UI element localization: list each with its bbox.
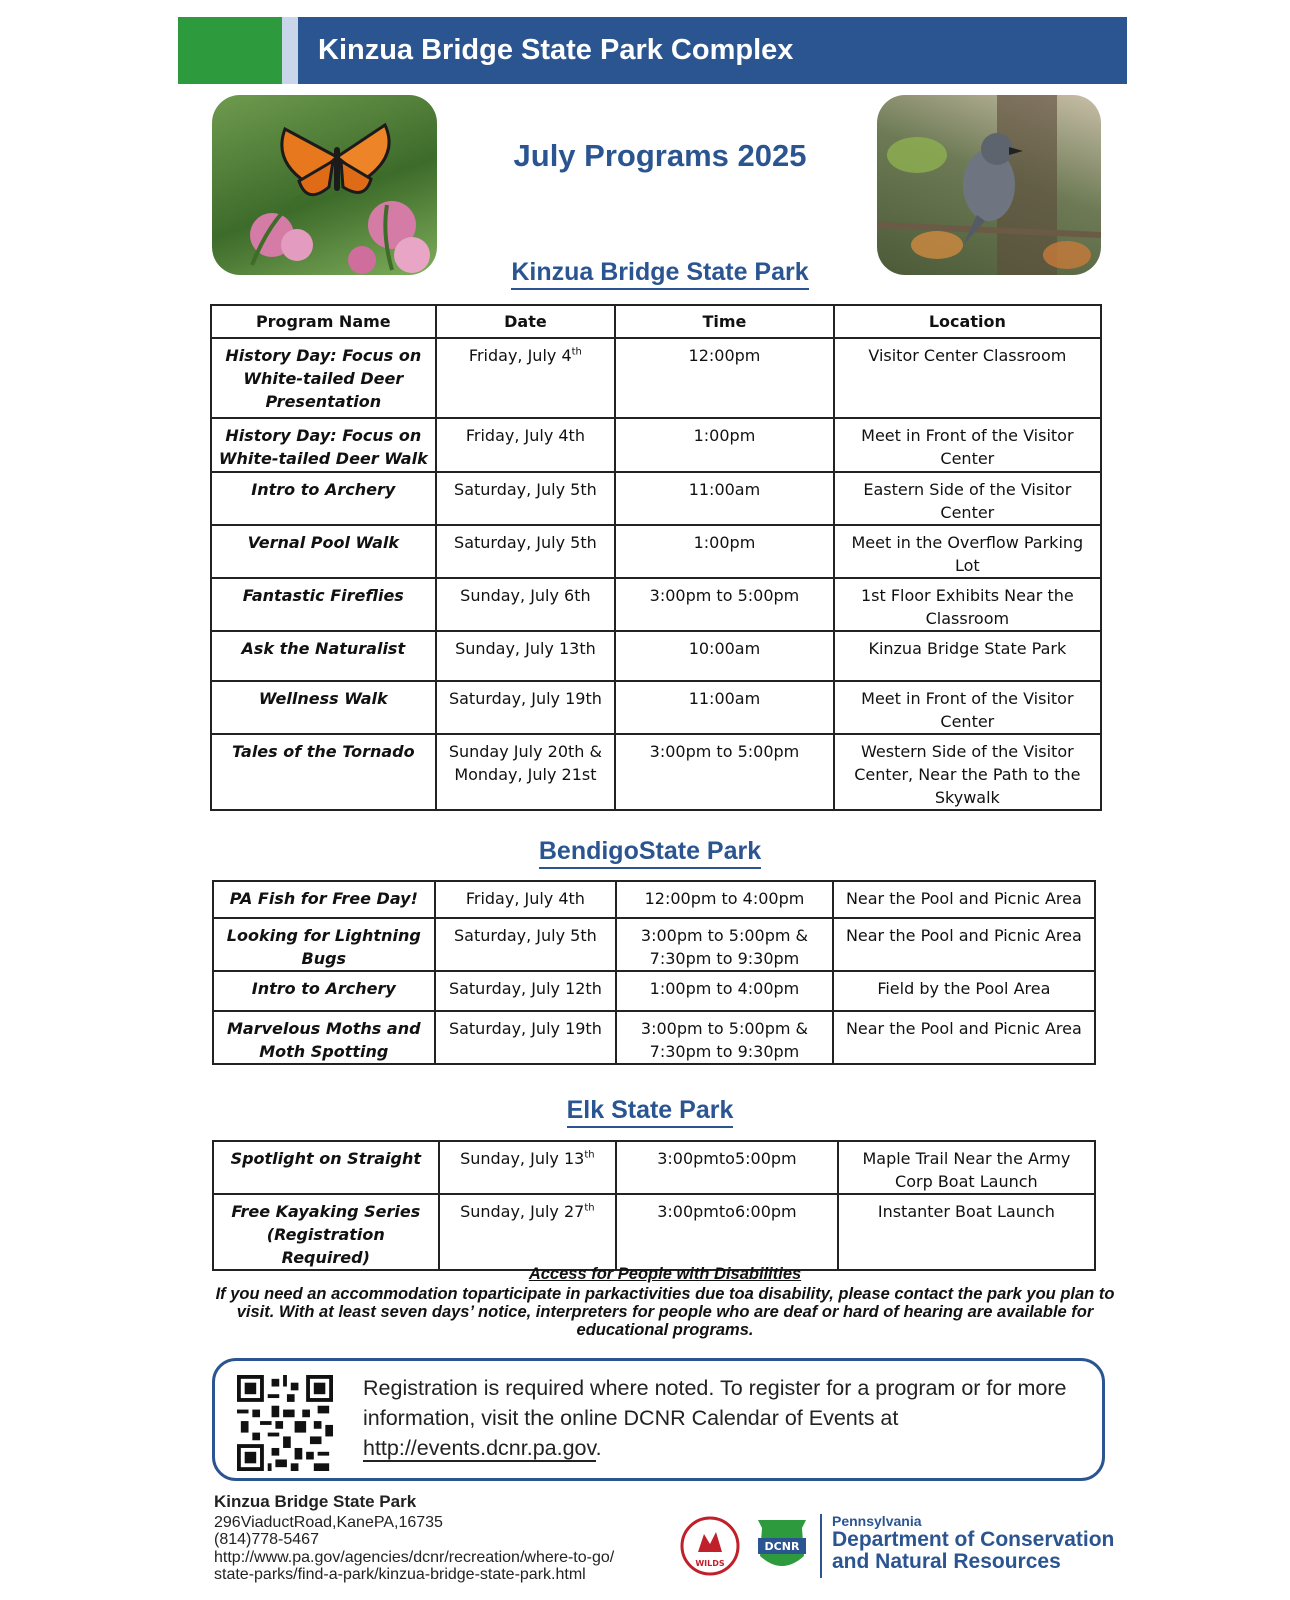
bendigo-section-title-text: BendigoState Park <box>539 837 761 869</box>
table-row <box>211 681 1101 734</box>
program-name-cell <box>211 578 436 631</box>
location-text: 1st Floor Exhibits Near the Classroom <box>860 586 1074 628</box>
footer-website-line1[interactable]: http://www.pa.gov/agencies/dcnr/recreation/where-to-go/ <box>214 1548 615 1566</box>
date-suffix: th <box>584 1202 595 1214</box>
date-text: Friday, July 4th <box>465 426 585 445</box>
program-name-text: Fantastic Fireflies <box>242 586 404 605</box>
date-text: Saturday, July 5th <box>454 926 597 945</box>
program-name-text: Free Kayaking Series (Registration Required) <box>231 1202 421 1267</box>
table-row <box>213 881 1095 918</box>
time-text: 3:00pm to 5:00pm <box>649 742 800 761</box>
program-name-cell <box>213 1141 439 1194</box>
date-cell <box>436 525 616 578</box>
time-text: 1:00pm <box>693 533 756 552</box>
location-text: Near the Pool and Picnic Area <box>845 1019 1082 1038</box>
program-name-text: PA Fish for Free Day! <box>229 889 418 908</box>
time-text: 12:00pm to 4:00pm <box>644 889 805 908</box>
elk-section-title <box>440 1096 860 1125</box>
program-name-cell <box>213 1194 439 1270</box>
date-text: Sunday, July 13th <box>455 639 596 658</box>
time-text: 1:00pm to 4:00pm <box>649 979 800 998</box>
program-name-text: Wellness Walk <box>258 689 388 708</box>
accessibility-notice <box>200 1265 1130 1339</box>
time-cell <box>615 734 833 810</box>
time-cell <box>615 578 833 631</box>
bendigo-program-table <box>212 880 1096 1065</box>
table-row <box>213 1194 1095 1270</box>
location-cell <box>833 971 1095 1011</box>
time-text: 11:00am <box>688 689 761 708</box>
time-text: 3:00pm to 5:00pm & 7:30pm to 9:30pm <box>640 926 809 968</box>
registration-link[interactable]: http://events.dcnr.pa.gov <box>363 1436 596 1460</box>
location-cell <box>838 1141 1095 1194</box>
program-name-text: Intro to Archery <box>251 480 396 499</box>
table-row <box>213 1011 1095 1064</box>
location-cell <box>838 1194 1095 1270</box>
table-row <box>213 1141 1095 1194</box>
location-cell <box>833 881 1095 918</box>
column-header-time: Time <box>615 305 833 338</box>
date-text: Saturday, July 19th <box>448 1019 602 1038</box>
location-cell <box>834 578 1101 631</box>
time-cell <box>615 631 833 681</box>
column-header-date: Date <box>436 305 616 338</box>
program-name-text: History Day: Focus on White-tailed Deer Walk <box>218 426 428 468</box>
elk-section-title-text: Elk State Park <box>567 1096 734 1128</box>
time-text: 3:00pm to 5:00pm & 7:30pm to 9:30pm <box>640 1019 809 1061</box>
column-header-program-name: Program Name <box>211 305 436 338</box>
time-text: 3:00pm to 5:00pm <box>649 586 800 605</box>
time-cell <box>615 525 833 578</box>
registration-link-period: . <box>595 1436 602 1460</box>
location-cell <box>834 418 1101 472</box>
location-cell <box>834 681 1101 734</box>
date-cell <box>435 971 617 1011</box>
time-text: 12:00pm <box>688 346 761 365</box>
time-cell <box>615 418 833 472</box>
program-name-cell <box>213 971 435 1011</box>
pa-wilds-logo <box>680 1516 740 1576</box>
banner-title: Kinzua Bridge State Park Complex <box>298 17 1127 84</box>
time-cell <box>615 472 833 525</box>
footer-address: 296ViaductRoad,KanePA,16735 <box>214 1513 443 1531</box>
accessibility-heading: Access for People with Disabilities <box>528 1265 802 1283</box>
table-row <box>211 734 1101 810</box>
date-text: Saturday, July 12th <box>448 979 602 998</box>
location-text: Eastern Side of the Visitor Center <box>863 480 1072 522</box>
table-row <box>213 918 1095 971</box>
date-cell <box>435 918 617 971</box>
date-text: Sunday, July 27 <box>460 1202 585 1221</box>
monarch-butterfly-photo <box>212 95 437 275</box>
date-cell <box>435 881 617 918</box>
bendigo-section-title <box>440 837 860 866</box>
time-cell <box>616 1141 838 1194</box>
table-header-row <box>211 305 1101 338</box>
date-text: Friday, July 4 <box>468 346 572 365</box>
banner-light-stripe <box>282 17 298 84</box>
program-name-cell <box>211 631 436 681</box>
dcnr-badge-text: DCNR <box>764 1540 800 1553</box>
location-text: Meet in Front of the Visitor Center <box>861 689 1074 731</box>
program-name-text: Spotlight on Straight <box>230 1149 421 1168</box>
time-cell <box>616 918 833 971</box>
program-name-cell <box>211 338 436 418</box>
program-name-cell <box>213 1011 435 1064</box>
location-cell <box>834 734 1101 810</box>
table-row <box>213 971 1095 1011</box>
logo-divider <box>820 1514 822 1578</box>
elk-program-table <box>212 1140 1096 1271</box>
time-cell <box>616 881 833 918</box>
date-cell <box>435 1011 617 1064</box>
program-name-cell <box>211 418 436 472</box>
date-cell <box>436 338 616 418</box>
time-text: 10:00am <box>688 639 761 658</box>
date-text: Sunday, July 6th <box>460 586 591 605</box>
location-text: Field by the Pool Area <box>877 979 1051 998</box>
location-cell <box>833 918 1095 971</box>
date-suffix: th <box>584 1149 595 1161</box>
registration-text <box>363 1373 1083 1463</box>
program-name-text: History Day: Focus on White-tailed Deer Presentation <box>225 346 422 411</box>
kinzua-program-table <box>210 304 1102 811</box>
location-cell <box>834 472 1101 525</box>
date-text: Saturday, July 5th <box>454 533 597 552</box>
time-text: 11:00am <box>688 480 761 499</box>
time-text: 3:00pmto6:00pm <box>657 1202 797 1221</box>
program-name-text: Marvelous Moths and Moth Spotting <box>227 1019 421 1061</box>
table-row <box>211 418 1101 472</box>
location-cell <box>834 631 1101 681</box>
table-row <box>211 578 1101 631</box>
column-header-location: Location <box>834 305 1101 338</box>
program-name-text: Looking for Lightning Bugs <box>226 926 421 968</box>
footer-phone: (814)778-5467 <box>214 1531 319 1548</box>
dcnr-dept-line2: and Natural Resources <box>832 1550 1061 1573</box>
program-name-text: Intro to Archery <box>251 979 396 998</box>
time-cell <box>615 338 833 418</box>
date-suffix: th <box>571 346 582 358</box>
program-name-cell <box>211 525 436 578</box>
location-cell <box>834 338 1101 418</box>
date-cell <box>436 578 616 631</box>
date-text: Saturday, July 19th <box>448 689 602 708</box>
footer-park-name: Kinzua Bridge State Park <box>214 1492 417 1511</box>
dcnr-dept-line1: Department of Conservation <box>832 1528 1115 1551</box>
location-text: Near the Pool and Picnic Area <box>845 889 1082 908</box>
location-text: Maple Trail Near the Army Corp Boat Launch <box>862 1149 1071 1191</box>
program-name-text: Tales of the Tornado <box>232 742 415 761</box>
time-cell <box>616 1194 838 1270</box>
wilds-logo-text: WILDS <box>695 1559 725 1568</box>
location-text: Meet in the Overflow Parking Lot <box>851 533 1084 575</box>
program-name-cell <box>213 881 435 918</box>
date-text: Sunday July 20th & Monday, July 21st <box>448 742 602 784</box>
table-row <box>211 631 1101 681</box>
program-name-text: Vernal Pool Walk <box>247 533 400 552</box>
banner-green-block <box>178 17 282 84</box>
program-name-cell <box>213 918 435 971</box>
program-name-cell <box>211 681 436 734</box>
dcnr-state: Pennsylvania <box>832 1513 922 1529</box>
date-cell <box>436 734 616 810</box>
date-text: Saturday, July 5th <box>454 480 597 499</box>
registration-box <box>212 1358 1105 1481</box>
dcnr-keystone-logo <box>752 1516 812 1576</box>
footer-address-block <box>214 1493 614 1584</box>
date-cell <box>436 631 616 681</box>
table-row <box>211 525 1101 578</box>
footer-website-line2[interactable]: state-parks/find-a-park/kinzua-bridge-state-park.html <box>214 1566 586 1583</box>
time-cell <box>616 1011 833 1064</box>
location-cell <box>833 1011 1095 1064</box>
header-banner <box>178 17 1127 84</box>
program-name-text: Ask the Naturalist <box>241 639 406 658</box>
date-text: Sunday, July 13 <box>460 1149 585 1168</box>
dcnr-wordmark <box>832 1513 1114 1573</box>
date-cell <box>439 1141 617 1194</box>
date-text: Friday, July 4th <box>465 889 585 908</box>
month-title: July Programs 2025 <box>513 138 807 173</box>
location-text: Meet in Front of the Visitor Center <box>861 426 1074 468</box>
time-cell <box>616 971 833 1011</box>
time-text: 1:00pm <box>693 426 756 445</box>
qr-code[interactable] <box>237 1375 333 1471</box>
time-text: 3:00pmto5:00pm <box>657 1149 797 1168</box>
date-cell <box>436 472 616 525</box>
date-cell <box>436 681 616 734</box>
location-text: Visitor Center Classroom <box>868 346 1067 365</box>
date-cell <box>436 418 616 472</box>
table-row <box>211 472 1101 525</box>
accessibility-body: If you need an accommodation toparticipate in parkactivities due toa disability, please contact the park you plan to visit. With at least seven days’ notice, interpreters for people who are deaf or hard of hearing are available for educational programs. <box>215 1285 1115 1339</box>
catbird-photo <box>877 95 1101 275</box>
table-row <box>211 338 1101 418</box>
location-text: Western Side of the Visitor Center, Near the Path to the Skywalk <box>854 742 1081 807</box>
kinzua-section-title-text: Kinzua Bridge State Park <box>511 258 808 290</box>
program-name-cell <box>211 734 436 810</box>
location-cell <box>834 525 1101 578</box>
date-cell <box>439 1194 617 1270</box>
kinzua-section-title <box>440 258 880 287</box>
program-name-cell <box>211 472 436 525</box>
location-text: Near the Pool and Picnic Area <box>845 926 1082 945</box>
registration-message: Registration is required where noted. To register for a program or for more information, visit the online DCNR Calendar of Events at <box>363 1376 1067 1430</box>
location-text: Kinzua Bridge State Park <box>868 639 1067 658</box>
location-text: Instanter Boat Launch <box>877 1202 1055 1221</box>
time-cell <box>615 681 833 734</box>
